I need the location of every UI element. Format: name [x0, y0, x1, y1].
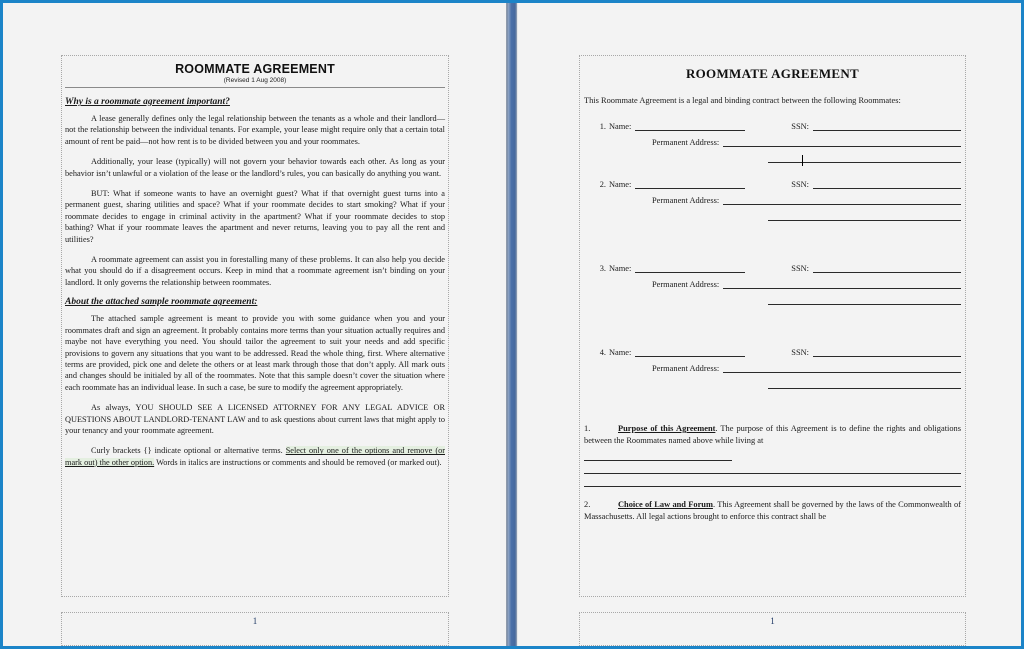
clause-1-address-input[interactable]	[584, 448, 732, 461]
party-2-address-row	[584, 195, 961, 205]
party-4-ssn-input[interactable]	[813, 347, 961, 357]
title-divider-rule	[65, 87, 445, 88]
party-spacer-b	[584, 321, 961, 347]
party-3-number: 3.	[599, 264, 606, 273]
left-page-subtitle: (Revised 1 Aug 2008)	[223, 77, 287, 84]
paragraph-attached-sample: The attached sample agreement is meant to provide you with some guidance when you and your roommates draft and sign an agreement. It probably contains more terms than your situation actually requires and maybe not have everything you need. You should tailor the agreement to suit your needs and add specific provisions to govern any situations that you want to be addressed. Read the whole thing, first. Where alternative terms are provided, pick one and delete the others or at least mark through those that don’t apply. All mark outs and changes should be initialed by all of the roommates. Note that this sample doesn’t cover the situation where each roommate has an individual lease. In such a case, be sure to modify the agreement appropriately.	[65, 314, 445, 392]
party-4-name-label: Name:	[609, 348, 632, 357]
party-2-address-input-2[interactable]	[768, 211, 961, 221]
party-2-name-row	[584, 179, 961, 189]
party-1-name-label: Name:	[609, 122, 632, 131]
clause-1-purpose	[584, 423, 961, 446]
party-4-number: 4.	[599, 348, 606, 357]
party-spacer-a	[584, 237, 961, 263]
party-2-ssn-label: SSN:	[791, 180, 809, 189]
party-1-address-row-2	[584, 153, 961, 163]
party-1-address-input[interactable]	[723, 137, 961, 147]
party-block-2	[584, 179, 961, 221]
right-page-footer-frame	[579, 612, 966, 646]
party-4-ssn-label: SSN:	[791, 348, 809, 357]
clause-1-blank-line-3[interactable]	[584, 474, 961, 487]
party-1-ssn-input[interactable]	[813, 121, 961, 131]
party-3-address-input[interactable]	[723, 279, 961, 289]
paragraph-see-attorney: As always, YOU SHOULD SEE A LICENSED ATTORNEY FOR ANY LEGAL ADVICE OR QUESTIONS ABOUT LANDLORD-TENANT LAW and to ask questions about current laws that might apply to your tenancy and your roommate agreement.	[65, 403, 445, 435]
party-1-address-row	[584, 137, 961, 147]
party-3-address-input-2[interactable]	[768, 295, 961, 305]
party-1-name-input[interactable]	[635, 121, 745, 131]
left-page-footer-frame	[61, 612, 449, 646]
document-page-left[interactable]	[3, 3, 504, 646]
party-4-address-row-2	[584, 379, 961, 389]
party-3-ssn-input[interactable]	[813, 263, 961, 273]
text-cursor-caret	[802, 155, 803, 166]
clause-1-number: 1.	[584, 424, 591, 433]
party-4-name-input[interactable]	[635, 347, 745, 357]
party-3-ssn-label: SSN:	[791, 264, 809, 273]
party-4-address-input[interactable]	[723, 363, 961, 373]
right-page-title: ROOMMATE AGREEMENT	[685, 66, 860, 81]
clause-2-choice-of-law	[584, 499, 961, 522]
clause-1-blank-line-2[interactable]	[584, 461, 961, 474]
clause-spacer-a	[584, 405, 961, 423]
party-1-name-row	[584, 121, 961, 131]
paragraph-behavior: Additionally, your lease (typically) will not govern your behavior towards each other. As long as your behavior isn’t unlawful or a violation of the lease or the landlord’s rules, you can basically do anything you want.	[65, 157, 445, 178]
clause-2-title: Choice of Law and Forum	[618, 500, 713, 510]
party-1-address-label: Permanent Address:	[652, 138, 720, 147]
party-3-address-row	[584, 279, 961, 289]
party-1-ssn-label: SSN:	[791, 122, 809, 131]
party-2-name-input[interactable]	[635, 179, 745, 189]
party-3-name-label: Name:	[609, 264, 632, 273]
party-1-number: 1.	[599, 122, 606, 131]
document-page-right[interactable]	[518, 3, 1021, 646]
left-page-text-frame	[61, 55, 449, 597]
right-page-text-frame	[579, 55, 966, 597]
curly-brackets-text-a: Curly brackets {} indicate optional or alternative terms.	[91, 446, 286, 456]
party-4-address-row	[584, 363, 961, 373]
clause-spacer-b	[584, 487, 961, 499]
section-heading-why: Why is a roommate agreement important?	[65, 97, 230, 107]
party-3-name-row	[584, 263, 961, 273]
paragraph-but-questions: BUT: What if someone wants to have an overnight guest? What if that overnight guest turns into a permanent guest, sharing utilities and space? What if your roommate decides to start smoking? What if your roommate decides to engage in criminal activity in the apartment? What if your roommate decides to stop bathing? What if your roommate leaves the apartment and never returns, leaving you to pay all the rent and utilities?	[65, 189, 445, 244]
party-4-name-row	[584, 347, 961, 357]
document-canvas	[3, 3, 1021, 646]
party-2-ssn-input[interactable]	[813, 179, 961, 189]
clause-2-text: . This Agreement shall be governed by the laws of the Commonwealth of Massachusetts. All legal actions brought to enforce this contract shall be	[584, 500, 961, 521]
select-one-option-link[interactable]: Select only one of the options and remove (or mark out) the other option.	[65, 446, 445, 467]
left-page-number: 1	[252, 616, 258, 626]
paragraph-curly-brackets	[65, 445, 445, 468]
party-block-1	[584, 121, 961, 163]
party-2-name-label: Name:	[609, 180, 632, 189]
clause-1-text: . The purpose of this Agreement is to define the rights and obligations between the Roommates named above while living at	[584, 424, 961, 445]
left-page-title: ROOMMATE AGREEMENT	[175, 62, 335, 76]
curly-brackets-text-b: Words in italics are instructions or comments and should be removed (or marked out).	[154, 457, 442, 467]
party-block-4	[584, 347, 961, 389]
right-page-number: 1	[770, 616, 775, 626]
party-3-name-input[interactable]	[635, 263, 745, 273]
party-block-3	[584, 263, 961, 305]
clause-2-number: 2.	[584, 500, 591, 510]
party-1-address-input-2[interactable]	[768, 153, 961, 163]
party-2-number: 2.	[599, 180, 606, 189]
agreement-lede-text: This Roommate Agreement is a legal and binding contract between the following Roommates:	[584, 96, 901, 105]
page-scroll-divider[interactable]	[504, 3, 518, 646]
party-3-address-row-2	[584, 295, 961, 305]
section-heading-about: About the attached sample roommate agreement:	[65, 297, 258, 308]
clause-1-title: Purpose of this Agreement	[618, 424, 716, 433]
party-4-address-input-2[interactable]	[768, 379, 961, 389]
party-2-address-row-2	[584, 211, 961, 221]
party-3-address-label: Permanent Address:	[652, 280, 720, 289]
party-2-address-label: Permanent Address:	[652, 196, 720, 205]
party-2-address-input[interactable]	[723, 195, 961, 205]
party-4-address-label: Permanent Address:	[652, 364, 720, 373]
paragraph-agreement-assists: A roommate agreement can assist you in forestalling many of these problems. It can also help you decide what you should do if a disagreement occurs. Keep in mind that a roommate agreement isn’t binding on your landlord. It only governs the relationship between roommates.	[65, 255, 445, 287]
paragraph-lease-defines: A lease generally defines only the legal relationship between the tenants as a whole and their landlord—not the relationship between the individual tenants. For example, your lease might require only that a certain total amount of rent be paid—not how rent is to be divided between you and your roommates.	[65, 114, 445, 146]
